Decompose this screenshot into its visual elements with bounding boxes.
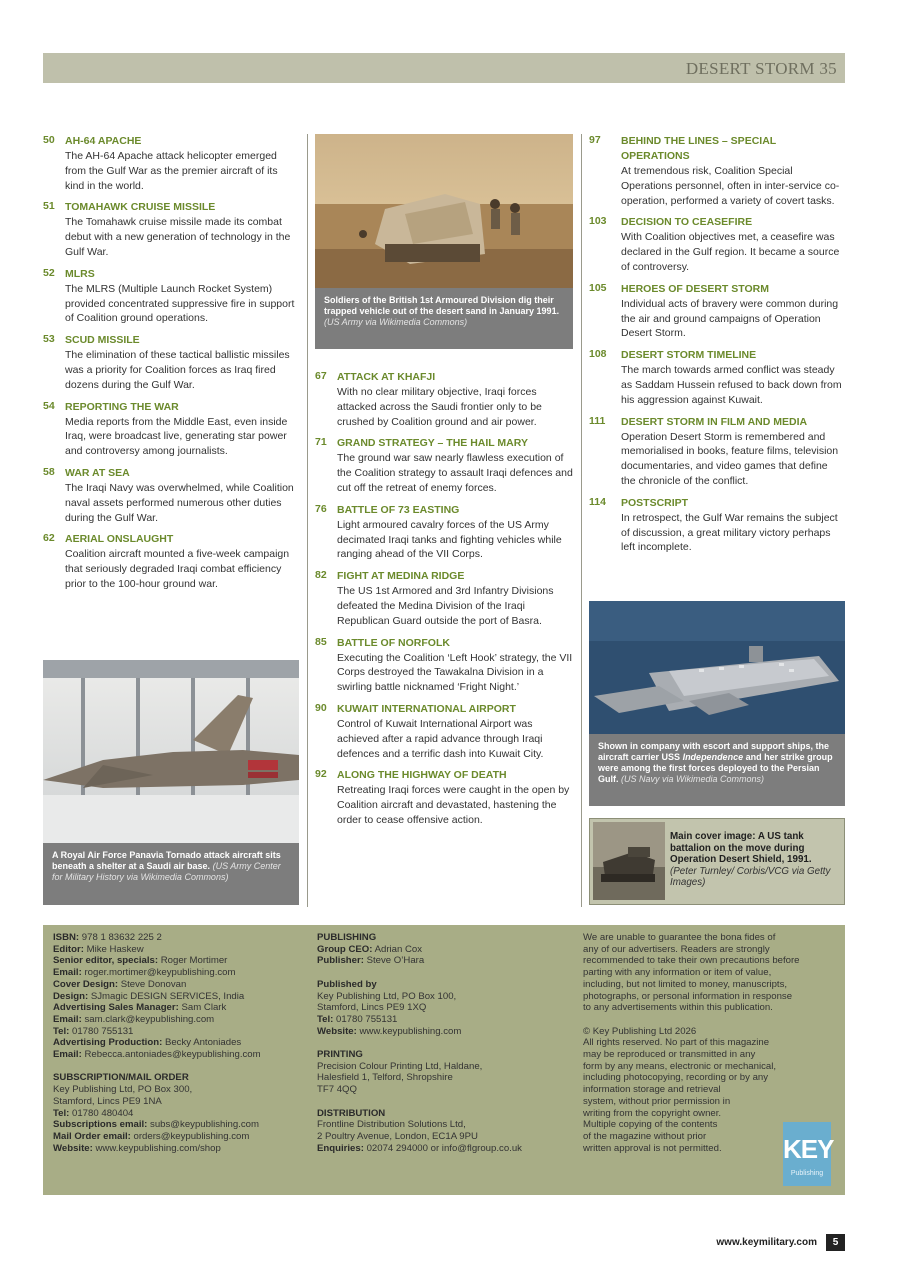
contents-entry[interactable] — [315, 702, 573, 761]
entry-description: Retreating Iraqi forces were caught in the open by Coalition aircraft and devastated, hastening the order to cease offensive action. — [337, 784, 570, 826]
contents-entry[interactable] — [43, 200, 296, 259]
text-line: of the magazine without prior — [583, 1130, 707, 1142]
text-line: form by any means, electronic or mechanical, — [583, 1060, 777, 1072]
entry-page-number: 108 — [589, 348, 607, 361]
entry-list — [315, 370, 573, 828]
contents-column-right — [589, 134, 845, 562]
text-line: writing from the copyright owner. — [583, 1107, 722, 1119]
entry-page-number: 67 — [315, 370, 327, 382]
contents-entry[interactable] — [43, 400, 296, 459]
contents-entry[interactable] — [589, 282, 845, 341]
entry-page-number: 51 — [43, 200, 55, 213]
tornado-image — [43, 660, 299, 843]
text-line: system, without prior permission in — [583, 1095, 731, 1107]
entry-title: SCUD MISSILE — [65, 334, 140, 347]
entry-description: With no clear military objective, Iraqi forces attacked across the Saudi frontier only to be crushed by Coalition ground and air power. — [337, 386, 542, 428]
text-line: We are unable to guarantee the bona fides of — [583, 932, 776, 943]
entry-description: Control of Kuwait International Airport was achieved after a rapid advance through Iraqi defences and a terrific dash into Kuwait City. — [337, 717, 544, 760]
contents-entry[interactable] — [315, 370, 573, 429]
entry-description: The Iraqi Navy was overwhelmed, while Coalition naval assets performed numerous other duties during the Gulf War. — [65, 481, 294, 524]
caption-text: and her strike group were among the first forces deployed to the Persian Gulf. — [598, 752, 833, 784]
entry-description: The AH-64 Apache attack helicopter emerged from the Gulf War as the premier aircraft of its kind in the world. — [65, 150, 278, 192]
contents-entry[interactable] — [315, 768, 573, 827]
carrier-caption — [589, 734, 845, 806]
contents-entry[interactable] — [315, 636, 573, 695]
text-line: may be reproduced or transmitted in any — [583, 1049, 756, 1061]
entry-description: The ground war saw nearly flawless execution of the Coalition strategy to assault Iraqi defences and cut off the retreat of enemy forces. — [337, 452, 573, 494]
entry-title: GRAND STRATEGY – THE HAIL MARY — [337, 437, 528, 450]
text-line: including photocopying, recording or by any — [583, 1072, 769, 1084]
entry-description: Media reports from the Middle East, even inside Iraq, were broadcast live, generating star power and controversy among journalists. — [65, 415, 288, 458]
contents-entry[interactable] — [589, 496, 845, 555]
contents-entry[interactable] — [43, 466, 296, 525]
entry-title: TOMAHAWK CRUISE MISSILE — [65, 201, 216, 214]
entry-page-number: 114 — [589, 495, 606, 508]
tornado-photo-block — [43, 660, 299, 905]
text-line: photographs, or personal information in response — [583, 990, 793, 1002]
entry-page-number: 92 — [315, 768, 327, 781]
logo-wordmark: KEY — [783, 1134, 834, 1164]
entry-page-number: 82 — [315, 569, 327, 582]
distribution-heading: DISTRIBUTION — [317, 1107, 386, 1119]
entry-description: With Coalition objectives met, a ceasefire was declared in the Gulf region. It became a source of controversy. — [621, 231, 840, 273]
text-line: written approval is not permitted. — [583, 1142, 722, 1154]
legal-notice — [583, 932, 843, 1154]
column-divider — [581, 134, 582, 907]
entry-description: The MLRS (Multiple Launch Rocket System) provided concentrated suppressive fire in support of Coalition ground operations. — [65, 282, 295, 325]
printing-heading: PRINTING — [317, 1049, 363, 1060]
desert-photo-block — [315, 134, 573, 349]
entry-page-number: 71 — [315, 436, 327, 449]
carrier-photo-block — [589, 601, 845, 806]
disclaimer-text — [583, 932, 843, 1014]
contents-entry[interactable] — [589, 134, 845, 208]
entry-description: At tremendous risk, Coalition Special Operations personnel, often in inter-service co-operation, performed a variety of covert tasks. — [621, 165, 840, 207]
contents-column-left — [43, 134, 296, 599]
entry-page-number: 53 — [43, 333, 55, 346]
credits-panel — [43, 925, 845, 1195]
caption-text: Shown in company with escort and support ships, the aircraft carrier USS — [598, 741, 830, 762]
text-line: parting with any information or item of value, — [583, 967, 772, 979]
entry-description: Coalition aircraft mounted a five-week campaign that seriously degraded Iraqi combat efficiency prior to the 100-hour ground war. — [65, 548, 290, 590]
entry-title: DESERT STORM TIMELINE — [621, 349, 757, 362]
entry-title: POSTSCRIPT — [621, 496, 689, 509]
entry-title: WAR AT SEA — [65, 466, 130, 479]
key-publishing-logo — [783, 1122, 834, 1186]
entry-description: The US 1st Armored and 3rd Infantry Divisions defeated the Medina Division of the Iraqi Republican Guard outside the port of Basra. — [337, 585, 554, 627]
text-line: recommended to take their own precautions before — [583, 955, 800, 967]
contents-entry[interactable] — [589, 348, 845, 407]
entry-title: KUWAIT INTERNATIONAL AIRPORT — [337, 702, 516, 715]
desert-caption — [315, 288, 573, 349]
logo-subtext: Publishing — [790, 1170, 824, 1177]
site-url[interactable]: www.keymilitary.com — [716, 1237, 817, 1248]
entry-page-number: 85 — [315, 635, 327, 648]
subscription-heading: SUBSCRIPTION/MAIL ORDER — [53, 1072, 189, 1084]
entry-list — [589, 134, 845, 555]
caption-ship-name: Independence — [682, 752, 744, 762]
entry-page-number: 58 — [43, 465, 55, 478]
cover-image-box — [589, 818, 845, 905]
contents-entry[interactable] — [589, 215, 845, 274]
caption-credit: (US Army via Wikimedia Commons) — [324, 317, 468, 327]
caption-text: Main cover image: A US tank battalion on the move during Operation Desert Shield, 1991. — [670, 831, 812, 865]
entry-page-number: 50 — [43, 134, 55, 146]
entry-page-number: 54 — [43, 399, 55, 412]
text-line: any of our advertisers. Readers are strongly — [583, 943, 770, 955]
desert-image — [315, 134, 573, 288]
contents-entry[interactable] — [315, 436, 573, 495]
entry-list — [43, 134, 296, 592]
text-line: Multiple copying of the contents — [583, 1119, 718, 1131]
contents-entry[interactable] — [43, 532, 296, 591]
caption-text: Soldiers of the British 1st Armoured Division dig their trapped vehicle out of the desert sand in January 1991. — [324, 295, 560, 316]
caption-text: A Royal Air Force Panavia Tornado attack aircraft sits beneath a shelter at a Saudi air base. — [52, 850, 281, 871]
tornado-caption — [43, 843, 299, 905]
page-number: 5 — [826, 1234, 845, 1251]
entry-title: ALONG THE HIGHWAY OF DEATH — [337, 769, 507, 782]
entry-title: MLRS — [65, 267, 95, 280]
published-by-heading: Published by — [317, 978, 377, 990]
entry-title: DESERT STORM IN FILM AND MEDIA — [621, 415, 808, 428]
entry-description: The Tomahawk cruise missile made its combat debut with a new generation of technology in the Gulf War. — [65, 216, 291, 258]
entry-description: The elimination of these tactical ballistic missiles was a priority for Coalition forces as Iraq fired dozens during the Gulf War. — [65, 349, 290, 391]
contents-column-middle — [315, 370, 573, 835]
text-line: information storage and retrieval — [583, 1084, 721, 1096]
entry-description: The march towards armed conflict was steady as Saddam Hussein refused to back down from his aggression against Kuwait. — [621, 364, 842, 406]
cover-caption — [670, 831, 840, 889]
entry-page-number: 62 — [43, 532, 55, 545]
entry-title: DECISION TO CEASEFIRE — [621, 216, 753, 229]
text-line: © Key Publishing Ltd 2026 — [583, 1025, 697, 1037]
entry-title: BEHIND THE LINES – SPECIAL OPERATIONS — [621, 135, 776, 162]
entry-description: Executing the Coalition ‘Left Hook’ strategy, the VII Corps destroyed the Tawakalna Division in a swirling battle nicknamed ‘Fright Night.’ — [337, 651, 573, 694]
entry-title: ATTACK AT KHAFJI — [337, 371, 436, 383]
entry-page-number: 111 — [589, 414, 606, 427]
caption-credit: (US Navy via Wikimedia Commons) — [621, 774, 764, 784]
entry-page-number: 103 — [589, 215, 607, 228]
entry-description: Light armoured cavalry forces of the US Army decimated Iraqi tanks and fighting vehicles while ranging ahead of the VII Corps. — [337, 518, 562, 561]
entry-title: AH-64 APACHE — [65, 135, 142, 147]
publishing-credits: PUBLISHING Group CEO: Adrian Cox Publisher: Steve O’Hara Published by Key Publishing Ltd, PO Box 100, Stamford, Lincs PE9 1XQ Tel: 01780 755131 Website: www.keypublishing.com PRINTING Precision Colour Printing Ltd, Haldane, Halesfield 1, Telford, Shropshire TF7 4QQ DISTRIBUTION Frontline Distribution Solutions Ltd, 2 Poultry Avenue, London, EC1A 9PU Enquiries: 02074 294000 or info@flgroup.co.uk — [317, 932, 572, 1154]
caption-credit: (Peter Turnley/ Corbis/VCG via Getty Images) — [670, 865, 831, 888]
contents-entry[interactable] — [43, 267, 296, 326]
entry-title: FIGHT AT MEDINA RIDGE — [337, 570, 465, 583]
caption-credit: (US Army Center for Military History via Wikimedia Commons) — [52, 861, 281, 882]
contents-entry[interactable] — [315, 569, 573, 628]
entry-title: REPORTING THE WAR — [65, 400, 179, 413]
entry-title: BATTLE OF 73 EASTING — [337, 503, 460, 516]
header-band — [43, 53, 845, 83]
contents-entry[interactable] — [315, 503, 573, 562]
page-title: DESERT STORM 35 — [685, 59, 837, 78]
entry-title: BATTLE OF NORFOLK — [337, 636, 450, 649]
carrier-image — [589, 601, 845, 734]
entry-description: In retrospect, the Gulf War remains the subject of discussion, a great military victory perhaps left incomplete. — [621, 511, 838, 554]
column-divider — [307, 134, 308, 907]
publishing-heading: PUBLISHING — [317, 932, 377, 943]
text-line: including, but not limited to money, manuscripts, — [583, 978, 788, 990]
entry-description: Operation Desert Storm is remembered and memorialised in books, feature films, television documentaries, and video games that define the chronicle of the conflict. — [621, 430, 839, 487]
staff-credits: ISBN: 978 1 83632 225 2 Editor: Mike Haskew Senior editor, specials: Roger Mortimer Email: roger.mortimer@keypublishing.com Cover Design: Steve Donovan Design: SJmagic DESIGN SERVICES, India Advertising Sales Manager: Sam Clark Email: sam.clark@keypublishing.com Tel: 01780 755131 Advertising Production: Becky Antoniades Email: Rebecca.antoniades@keypublishing.com SUBSCRIPTION/MAIL ORDER Key Publishing Ltd, PO Box 300, Stamford, Lincs PE9 1NA Tel: 01780 480404 Subscriptions email: subs@keypublishing.com Mail Order email: orders@keypublishing.com Website: www.keypublishing.com/shop — [53, 932, 308, 1154]
contents-entry[interactable] — [43, 333, 296, 392]
entry-page-number: 105 — [589, 281, 607, 294]
entry-page-number: 90 — [315, 701, 327, 714]
cover-thumbnail — [593, 822, 665, 900]
text-line: to any advertisements within this publication. — [583, 1002, 773, 1014]
contents-entry[interactable] — [589, 415, 845, 489]
text-line: All rights reserved. No part of this magazine — [583, 1037, 770, 1049]
entry-page-number: 76 — [315, 502, 327, 515]
contents-entry[interactable] — [43, 134, 296, 193]
entry-page-number: 97 — [589, 134, 601, 146]
entry-title: HEROES OF DESERT STORM — [621, 282, 769, 295]
entry-description: Individual acts of bravery were common during the air and ground campaigns of Operation Desert Storm. — [621, 297, 839, 340]
entry-title: AERIAL ONSLAUGHT — [65, 533, 174, 546]
entry-page-number: 52 — [43, 266, 55, 279]
